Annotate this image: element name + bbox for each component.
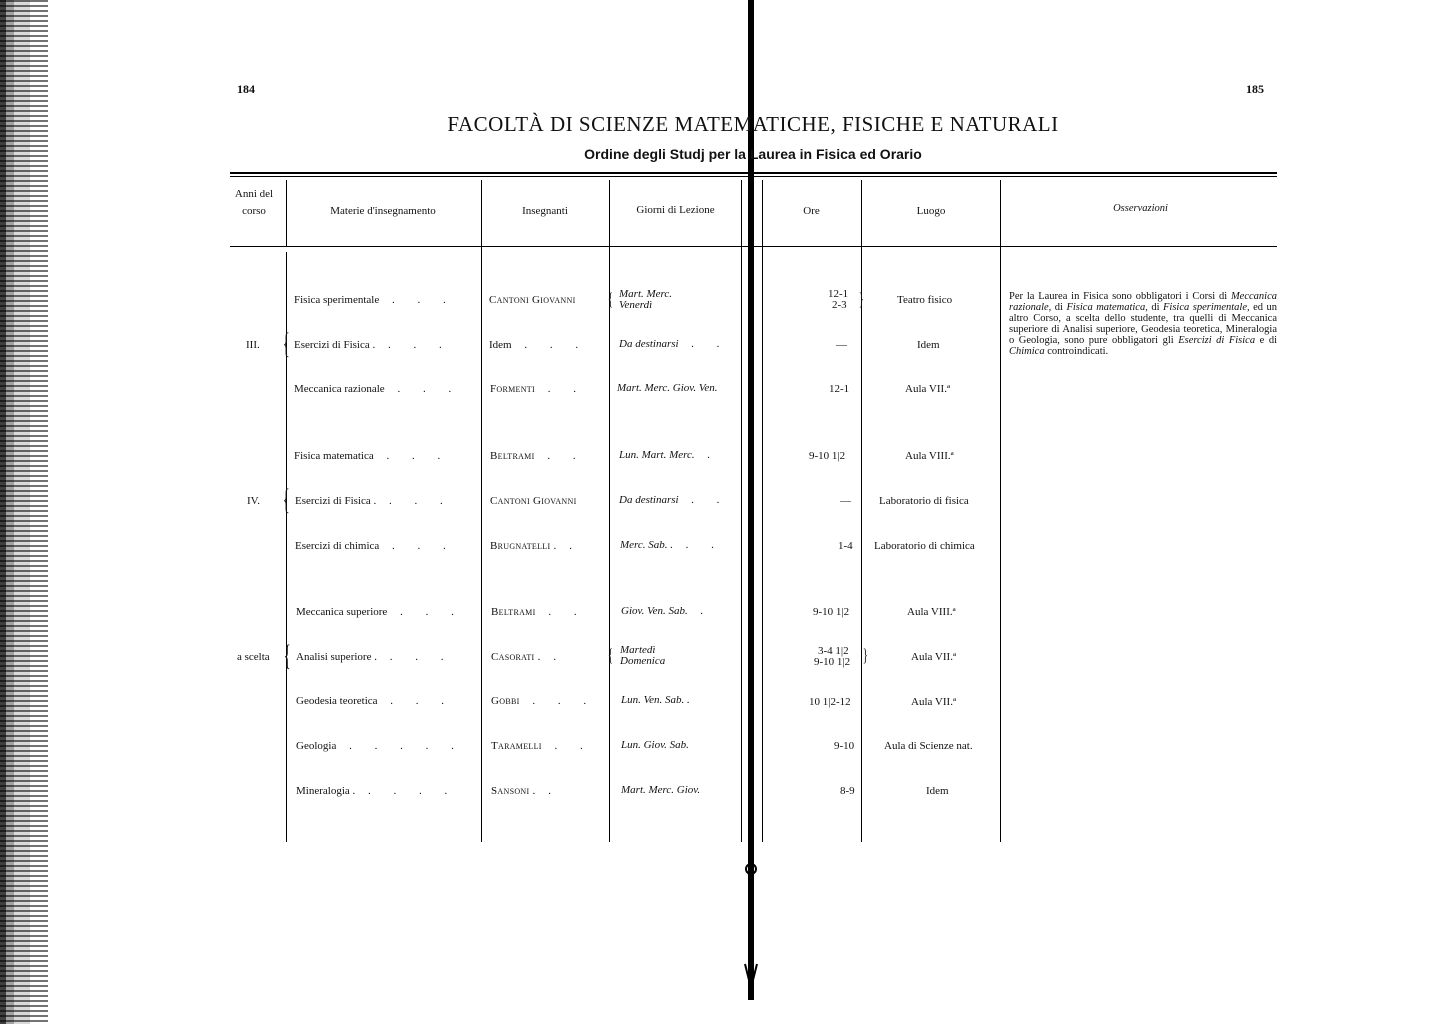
luogo-cell: Laboratorio di chimica (874, 540, 975, 552)
col-divider (609, 180, 610, 842)
spine-arrow-icon (743, 960, 759, 990)
page-title: FACOLTÀ DI SCIENZE MATEMATICHE, FISICHE E NATURALI (447, 112, 1059, 136)
giorni-cell: Giov. Ven. Sab. . (621, 605, 714, 617)
luogo-cell: Aula VIII.ª (907, 606, 956, 618)
header-luogo: Luogo (916, 205, 946, 217)
right-page-number: 185 (1246, 82, 1264, 96)
materia-cell: Analisi superiore . . . . (296, 651, 454, 663)
col-divider (858, 180, 864, 842)
header-top-rule-thin (230, 176, 1277, 177)
materia-cell: Geologia . . . . . (296, 740, 464, 752)
luogo-cell: Aula VII.ª (905, 383, 950, 395)
giorni-cell: Lun. Giov. Sab. (621, 739, 689, 751)
ore-cell: 9-10 1|2 (814, 656, 851, 668)
luogo-cell: Aula VII.ª (911, 696, 956, 708)
col-divider (481, 180, 482, 842)
giorni-cell: Merc. Sab. . . . (620, 539, 725, 551)
brace-icon: } (862, 645, 868, 665)
col-divider (1000, 180, 1001, 842)
ore-cell: — (836, 339, 847, 351)
giorni-cell: Venerdì (619, 299, 653, 311)
page-subtitle: Ordine degli Studj per la Laurea in Fisica ed Orario (584, 146, 922, 162)
luogo-cell: Laboratorio di fisica (879, 495, 969, 507)
header-osservazioni: Osservazioni (1113, 203, 1168, 214)
ore-cell: 1-4 (838, 540, 853, 552)
scan-edge (0, 0, 48, 1024)
materia-cell: Esercizi di Fisica . . . . (294, 339, 452, 351)
brace-icon: { (282, 483, 290, 516)
insegnante-cell: Brugnatelli . . (490, 540, 583, 552)
insegnante-cell: Cantoni Giovanni (489, 294, 576, 306)
insegnante-cell: Taramelli . . (491, 740, 593, 752)
year-label: III. (246, 339, 260, 351)
brace-icon: { (282, 327, 290, 360)
giorni-cell: Mart. Merc. Giov. (621, 784, 701, 796)
header-bottom-rule (230, 246, 1277, 247)
col-divider (741, 180, 742, 842)
insegnante-cell: Cantoni Giovanni (490, 495, 577, 507)
year-label: IV. (247, 495, 260, 507)
giorni-cell: Da destinarsi . . (619, 494, 730, 506)
giorni-cell: Lun. Ven. Sab. . (621, 694, 690, 706)
header-anni: Anni del corso (234, 188, 274, 217)
materia-cell: Fisica matematica . . . (294, 450, 451, 462)
luogo-cell: Aula VIII.ª (905, 450, 954, 462)
luogo-cell: Teatro fisico (897, 294, 953, 306)
ore-cell: — (840, 495, 851, 507)
materia-cell: Fisica sperimentale . . . (294, 294, 456, 306)
giorni-cell: Mart. Merc. (619, 288, 673, 300)
ore-cell: 9-10 1|2 (809, 450, 846, 462)
giorni-cell: Martedì (620, 644, 656, 656)
brace-icon: } (858, 289, 864, 309)
ore-cell: 12-1 (828, 288, 849, 300)
spine-ornament-icon (744, 862, 758, 876)
ore-cell: 9-10 1|2 (813, 606, 850, 618)
brace-icon: { (607, 645, 613, 665)
header-giorni: Giorni di Lezione (636, 204, 715, 216)
ore-cell: 2-3 (832, 299, 847, 311)
header-materie: Materie d'insegnamento (330, 205, 436, 217)
luogo-cell: Aula VII.ª (911, 651, 956, 663)
header-ore: Ore (803, 205, 820, 217)
insegnante-cell: Beltrami . . (491, 606, 587, 618)
brace-icon: { (607, 289, 613, 309)
luogo-cell: Aula di Scienze nat. (884, 740, 973, 752)
brace-icon: { (283, 639, 291, 672)
header-insegnanti: Insegnanti (522, 205, 568, 217)
ore-cell: 12-1 (829, 383, 850, 395)
insegnante-cell: Casorati . . (491, 651, 567, 663)
col-divider (286, 180, 287, 246)
col-divider (762, 180, 763, 842)
materia-cell: Meccanica superiore . . . (296, 606, 464, 618)
ore-cell: 3-4 1|2 (818, 645, 849, 657)
osservazioni-note: Per la Laurea in Fisica sono obbligatori i Corsi di Meccanica razionale, di Fisica matematica, di Fisica sperimentale, ed un altro Corso, a scelta dello studente, tra quelli di Meccanica superiore di Analisi superiore, Geodesia teoretica, Mineralogia o Geologia, sono pure obbligatori gli Esercizi di Fisica e di Chimica controindicati. (1009, 291, 1278, 357)
header-top-rule (230, 172, 1277, 174)
luogo-cell: Idem (917, 339, 940, 351)
materia-cell: Meccanica razionale . . . (294, 383, 462, 395)
insegnante-cell: Formenti . . (490, 383, 586, 395)
insegnante-cell: Gobbi . . . (491, 695, 597, 707)
year-label: a scelta (237, 651, 270, 663)
ore-cell: 10 1|2-12 (809, 696, 851, 708)
giorni-cell: Domenica (620, 655, 666, 667)
materia-cell: Esercizi di chimica . . . (295, 540, 456, 552)
ore-cell: 8-9 (840, 785, 855, 797)
giorni-cell: Lun. Mart. Merc. . (619, 449, 721, 461)
materia-cell: Geodesia teoretica . . . (296, 695, 455, 707)
luogo-cell: Idem (926, 785, 949, 797)
insegnante-cell: Beltrami . . (490, 450, 586, 462)
left-page-number: 184 (237, 82, 255, 96)
insegnante-cell: Sansoni . . (491, 785, 562, 797)
materia-cell: Esercizi di Fisica . . . . (295, 495, 453, 507)
ore-cell: 9-10 (834, 740, 855, 752)
insegnante-cell: Idem . . . (489, 339, 589, 351)
materia-cell: Mineralogia . . . . . (296, 785, 458, 797)
giorni-cell: Mart. Merc. Giov. Ven. (617, 382, 718, 394)
giorni-cell: Da destinarsi . . (619, 338, 730, 350)
